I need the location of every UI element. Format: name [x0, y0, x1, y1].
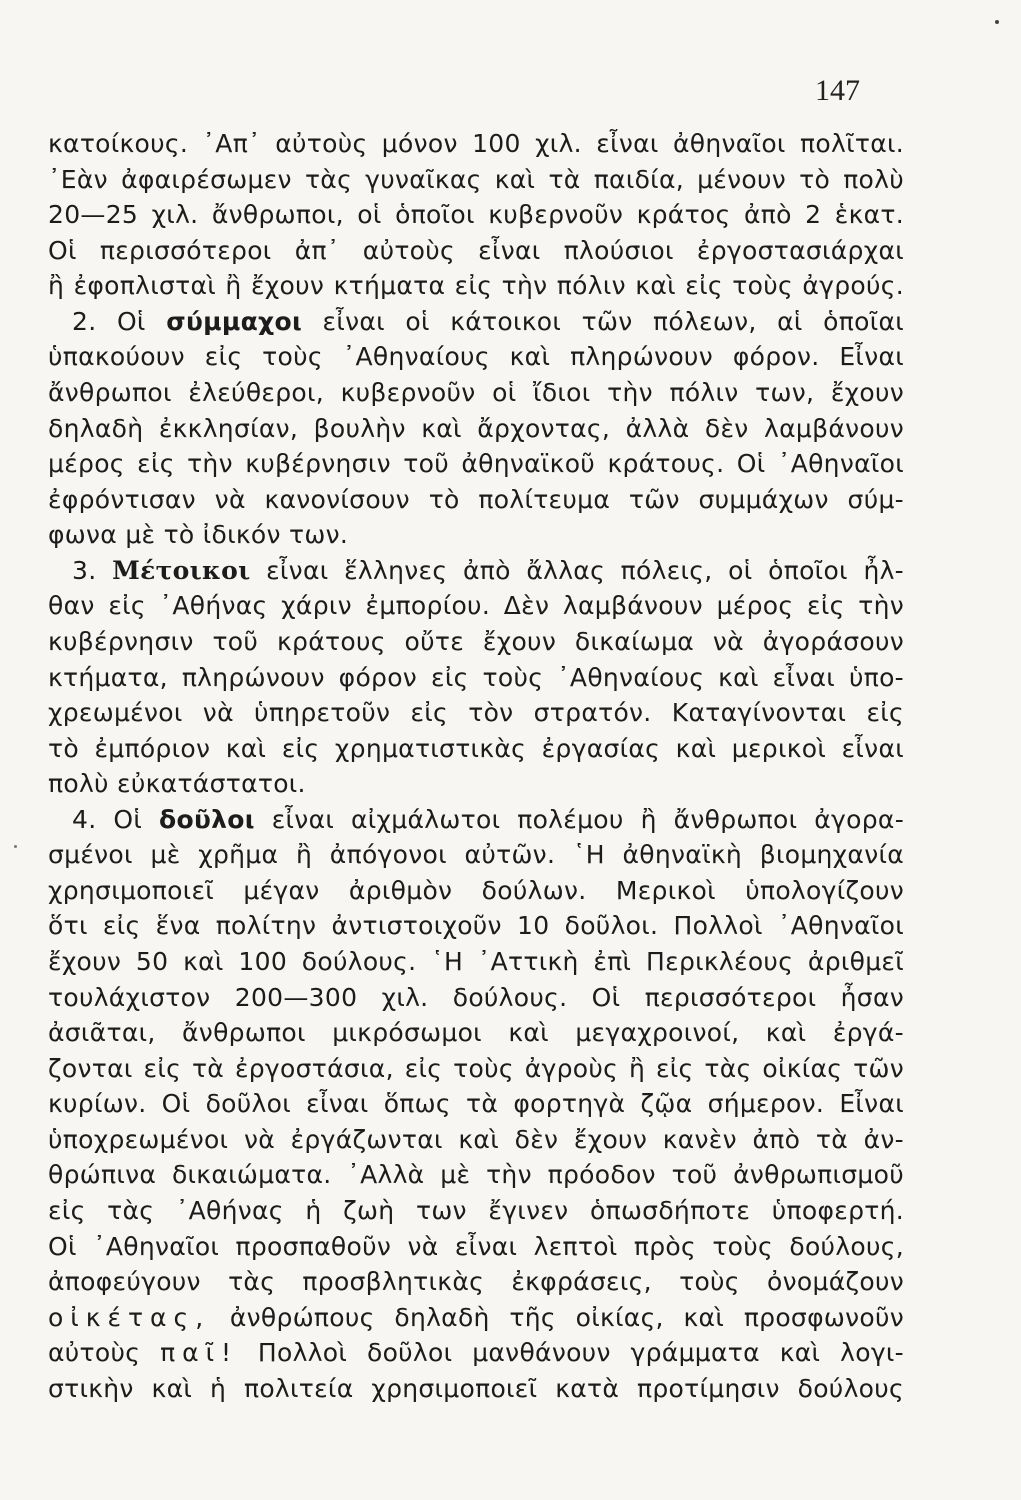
text-line: κτήματα, πληρώνουν φόρον εἰς τοὺς ᾽Αθηναίους καὶ εἶναι ὑπο- [48, 663, 904, 692]
oiketas-line [48, 1302, 904, 1333]
text-line: θρώπινα δικαιώματα. ᾽Αλλὰ μὲ τὴν πρόοδον τοῦ ἀνθρωπισμοῦ [48, 1160, 904, 1189]
text-line: πολὺ εὐκατάστατοι. [48, 769, 306, 798]
section-4-heading-line [72, 804, 904, 835]
section-2-heading-rest: εἶναι οἱ κάτοικοι τῶν πόλεων, αἱ ὁποῖαι [322, 307, 905, 336]
text-line: ἢ ἐφοπλισταὶ ἢ ἔχουν κτήματα εἰς τὴν πόλιν καὶ εἰς τοὺς ἀγρούς. [48, 271, 904, 300]
section-3-heading-line [72, 555, 904, 586]
section-4-number: 4. Οἱ [72, 805, 143, 834]
section-3-number: 3. [72, 556, 97, 585]
text-line: χρησιμοποιεῖ μέγαν ἀριθμὸν δούλων. Μερικοὶ ὑπολογίζουν [48, 876, 904, 905]
text-line: τὸ ἐμπόριον καὶ εἰς χρηματιστικὰς ἐργασίας καὶ μερικοὶ εἶναι [48, 734, 904, 763]
text-line: κατοίκους. ᾽Απ᾽ αὐτοὺς μόνον 100 χιλ. εἶναι ἀθηναῖοι πολῖται. [48, 129, 904, 158]
text-line: ἄνθρωποι ἐλεύθεροι, κυβερνοῦν οἱ ἴδιοι τὴν πόλιν των, ἔχουν [48, 378, 904, 407]
text-line: ὑπακούουν εἰς τοὺς ᾽Αθηναίους καὶ πληρώνουν φόρον. Εἶναι [48, 342, 904, 371]
oiketas-line-rest: ἀνθρώπους δηλαδὴ τῆς οἰκίας, καὶ προσφωνοῦν [229, 1303, 904, 1332]
term-douloi: δοῦλοι [159, 805, 255, 834]
text-line: 20—25 χιλ. ἄνθρωποι, οἱ ὁποῖοι κυβερνοῦν κράτος ἀπὸ 2 ἑκατ. [48, 200, 904, 229]
text-line: ὑποχρεωμένοι νὰ ἐργάζωνται καὶ δὲν ἔχουν κανὲν ἀπὸ τὰ ἀν- [48, 1125, 904, 1154]
pai-line [48, 1337, 904, 1368]
text-line: δηλαδὴ ἐκκλησίαν, βουλὴν καὶ ἄρχοντας, ἀλλὰ δὲν λαμβάνουν [48, 414, 904, 443]
text-line: εἰς τὰς ᾽Αθήνας ἡ ζωὴ των ἔγινεν ὁπωσδήποτε ὑποφερτή. [48, 1196, 904, 1225]
text-line: κυβέρνησιν τοῦ κράτους οὔτε ἔχουν δικαίωμα νὰ ἀγοράσουν [48, 627, 904, 656]
text-line: Οἱ ᾽Αθηναῖοι προσπαθοῦν νὰ εἶναι λεπτοὶ πρὸς τοὺς δούλους, [48, 1232, 904, 1261]
text-line: στικὴν καὶ ἡ πολιτεία χρησιμοποιεῖ κατὰ προτίμησιν δούλους [48, 1374, 904, 1403]
text-line: σμένοι μὲ χρῆμα ἢ ἀπόγονοι αὐτῶν. ῾Η ἀθηναϊκὴ βιομηχανία [48, 840, 904, 869]
text-line: μέρος εἰς τὴν κυβέρνησιν τοῦ ἀθηναϊκοῦ κράτους. Οἱ ᾽Αθηναῖοι [48, 449, 904, 478]
section-2-heading-line [72, 306, 904, 337]
pai-line-lead: αὐτοὺς [48, 1338, 141, 1367]
section-2-number: 2. Οἱ [72, 307, 146, 336]
pai-line-rest: Πολλοὶ δοῦλοι μανθάνουν γράμματα καὶ λογι- [257, 1338, 904, 1367]
term-oiketas: οἰκέτας, [48, 1303, 211, 1332]
term-metoikoi: Μέτοικοι [112, 556, 251, 585]
text-line: Οἱ περισσότεροι ἀπ᾽ αὐτοὺς εἶναι πλούσιοι ἐργοστασιάρχαι [48, 236, 904, 265]
section-4-heading-rest: εἶναι αἰχμάλωτοι πολέμου ἢ ἄνθρωποι ἀγορα- [271, 805, 905, 834]
scan-speck [14, 845, 17, 848]
text-line: ἀσιᾶται, ἄνθρωποι μικρόσωμοι καὶ μεγαχροινοί, καὶ ἐργά- [48, 1018, 904, 1047]
text-line: τουλάχιστον 200—300 χιλ. δούλους. Οἱ περισσότεροι ἦσαν [48, 983, 904, 1012]
text-line: ἐφρόντισαν νὰ κανονίσουν τὸ πολίτευμα τῶν συμμάχων σύμ- [48, 485, 904, 514]
text-line: χρεωμένοι νὰ ὑπηρετοῦν εἰς τὸν στρατόν. Καταγίνονται εἰς [48, 698, 904, 727]
text-line: κυρίων. Οἱ δοῦλοι εἶναι ὅπως τὰ φορτηγὰ ζῷα σήμερον. Εἶναι [48, 1089, 904, 1118]
text-line: ᾽Εὰν ἀφαιρέσωμεν τὰς γυναῖκας καὶ τὰ παιδία, μένουν τὸ πολὺ [48, 165, 904, 194]
section-3-heading-rest: εἶναι ἕλληνες ἀπὸ ἄλλας πόλεις, οἱ ὁποῖοι ἦλ- [266, 556, 904, 585]
text-line: φωνα μὲ τὸ ἰδικόν των. [48, 520, 349, 549]
scan-speck [995, 20, 999, 24]
text-line: ἀποφεύγουν τὰς προσβλητικὰς ἐκφράσεις, τοὺς ὀνομάζουν [48, 1267, 904, 1296]
page-number: 147 [815, 74, 860, 107]
text-line: ἔχουν 50 καὶ 100 δούλους. ῾Η ᾽Αττικὴ ἐπὶ Περικλέους ἀριθμεῖ [48, 947, 904, 976]
text-line: θαν εἰς ᾽Αθήνας χάριν ἐμπορίου. Δὲν λαμβάνουν μέρος εἰς τὴν [48, 591, 904, 620]
term-pai: παῖ! [160, 1338, 239, 1367]
text-line: ὅτι εἰς ἕνα πολίτην ἀντιστοιχοῦν 10 δοῦλοι. Πολλοὶ ᾽Αθηναῖοι [48, 911, 904, 940]
text-line: ζονται εἰς τὰ ἐργοστάσια, εἰς τοὺς ἀγροὺς ἢ εἰς τὰς οἰκίας τῶν [48, 1054, 904, 1083]
term-symmachoi: σύμμαχοι [166, 307, 302, 336]
